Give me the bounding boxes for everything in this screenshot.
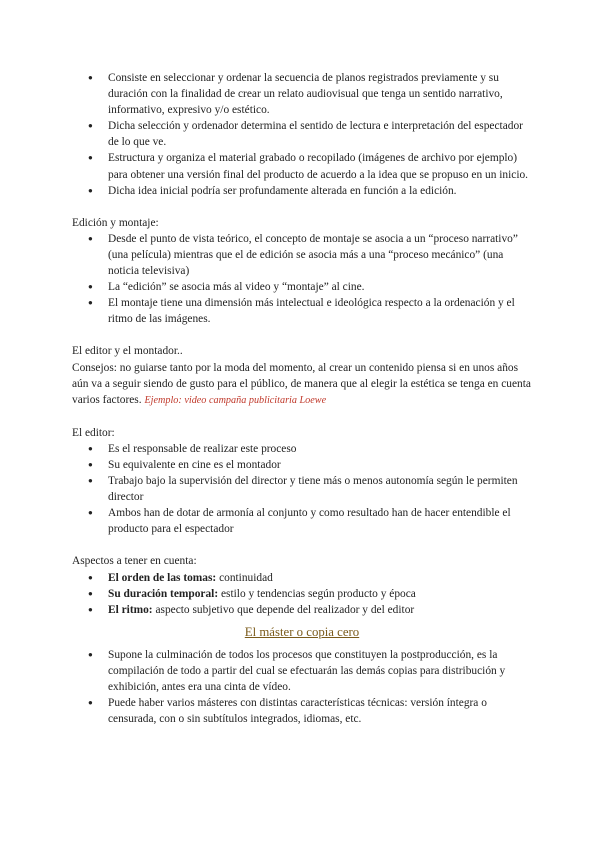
list-item: ● Es el responsable de realizar este proceso: [72, 441, 532, 457]
list-item: [72, 570, 532, 586]
list-item: ● Su equivalente en cine es el montador: [72, 457, 532, 473]
list-item: [72, 586, 532, 602]
master-heading: El máster o copia cero: [244, 624, 360, 639]
list-item: ● Consiste en seleccionar y ordenar la secuencia de planos registrados previamente y su duración con la finalidad de crear un relato audiovisual que tenga un sentido narrativo, informativo, expresivo y/o estético.: [72, 70, 532, 118]
master-list: [72, 647, 532, 727]
list-item: ● Puede haber varios másteres con distintas características técnicas: versión íntegra o censurada, con o sin subtítulos integrados, idiomas, etc.: [72, 695, 532, 727]
spacer: [72, 199, 532, 215]
list-item: [72, 602, 532, 618]
section-title-editor: El editor:: [72, 426, 115, 439]
aspect-desc: aspecto subjetivo que depende del realizador y del editor: [152, 603, 415, 616]
list-item: ● Desde el punto de vista teórico, el concepto de montaje se asocia a un “proceso narrativo” (una película) mientras que el de edición se asocia más a una “proceso mecánico” (una noticia televisiva): [72, 231, 532, 279]
aspectos-list: [72, 570, 532, 618]
spacer: [72, 327, 532, 343]
list-item: ● Supone la culminación de todos los procesos que constituyen la postproducción, es la compilación de todo a partir del cual se efectuarán las demás copias para distribución y exhibición, antes era una cinta de vídeo.: [72, 647, 532, 695]
list-item: ● Dicha selección y ordenador determina el sentido de lectura e interpretación del espectador de lo que ve.: [72, 118, 532, 150]
list-item: ● Estructura y organiza el material grabado o recopilado (imágenes de archivo por ejemplo) para obtener una versión final del producto de acuerdo a la idea que se propuso en un inicio.: [72, 150, 532, 182]
editor-list: [72, 441, 532, 538]
list-item: ● La “edición” se asocia más al video y “montaje” al cine.: [72, 279, 532, 295]
example-note: Ejemplo: video campaña publicitaria Loewe: [144, 394, 327, 406]
list-item: ● El montaje tiene una dimensión más intelectual e ideológica respecto a la ordenación y el ritmo de las imágenes.: [72, 295, 532, 327]
aspect-term: El ritmo:: [108, 603, 153, 616]
section-title-editor-montador: El editor y el montador..: [72, 345, 183, 358]
spacer: [72, 409, 532, 425]
document-content: [72, 70, 532, 727]
list-item: ● Trabajo bajo la supervisión del director y tiene más o menos autonomía según le permiten director: [72, 473, 532, 505]
aspect-term: El orden de las tomas:: [108, 571, 217, 584]
list-item: ● Ambos han de dotar de armonía al conjunto y como resultado han de hacer entendible el producto para el espectador: [72, 505, 532, 537]
aspect-desc: continuidad: [216, 571, 273, 584]
section-title-aspectos: Aspectos a tener en cuenta:: [72, 555, 197, 568]
section-title-edicion: Edición y montaje:: [72, 216, 159, 229]
edicion-list: [72, 231, 532, 328]
aspect-term: Su duración temporal:: [108, 587, 219, 600]
consejos-text: Consejos: no guiarse tanto por la moda del momento, al crear un contenido piensa si en unos años aún va a seguir siendo de gusto para el público, de manera que al elegir la estética se tenga en cuenta varios factores.: [72, 361, 531, 406]
list-item: ● Dicha idea inicial podría ser profundamente alterada en función a la edición.: [72, 183, 532, 199]
aspect-desc: estilo y tendencias según producto y época: [218, 587, 416, 600]
spacer: [72, 537, 532, 553]
intro-list: [72, 70, 532, 199]
consejos-paragraph: [72, 360, 532, 409]
